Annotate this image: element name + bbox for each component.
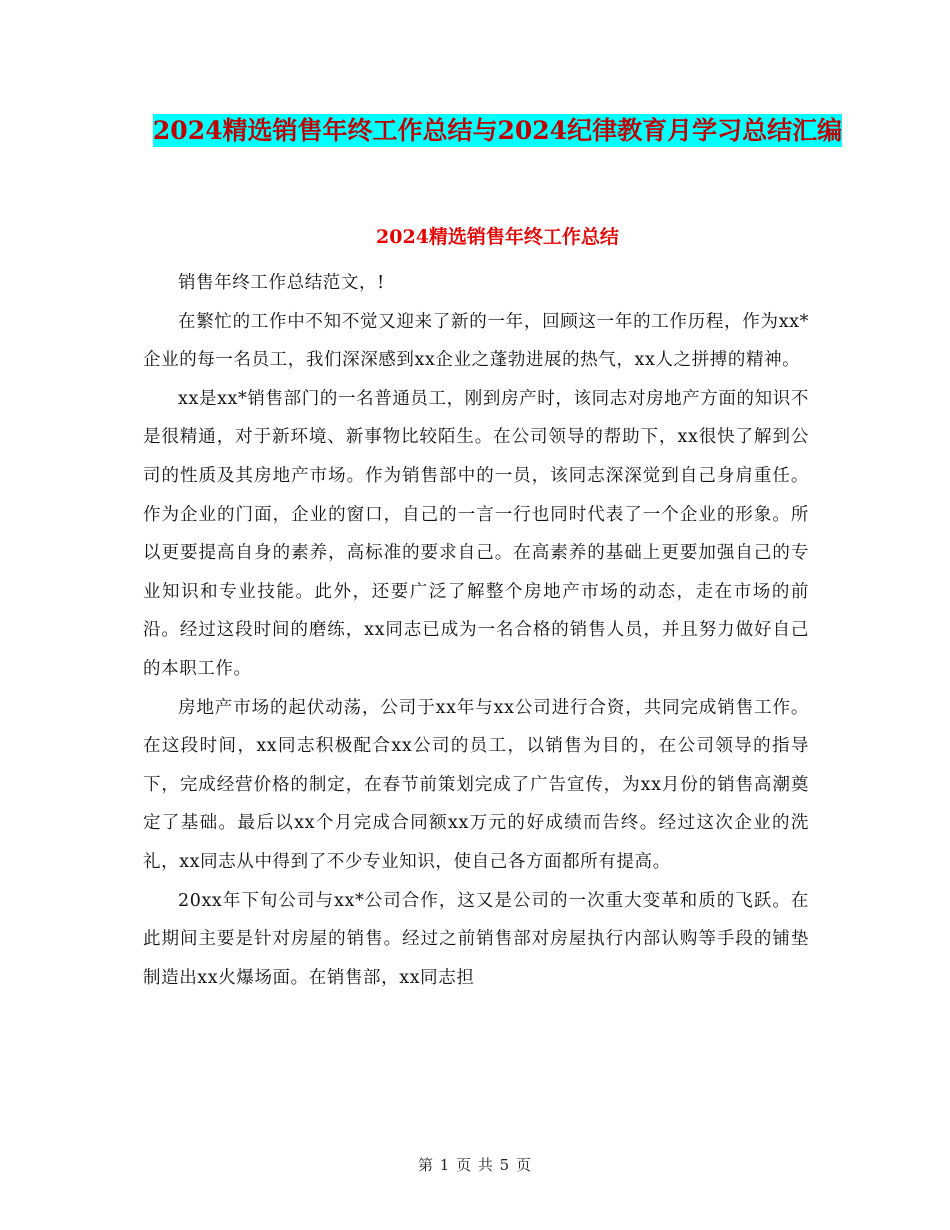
section-heading: 2024精选销售年终工作总结 (376, 226, 619, 248)
body-text (143, 264, 809, 997)
page-footer: 第 1 页 共 5 页 (418, 1156, 532, 1174)
document-title (140, 108, 855, 154)
paragraph: 20xx年下旬公司与xx*公司合作，这又是公司的一次重大变革和质的飞跃。在此期间主要是针对房屋的销售。经过之前销售部对房屋执行内部认购等手段的铺垫制造出xx火爆场面。在销售部，xx同志担 (143, 890, 809, 988)
paragraph: 在繁忙的工作中不知不觉又迎来了新的一年，回顾这一年的工作历程，作为xx*企业的每一名员工，我们深深感到xx企业之蓬勃进展的热气，xx人之拼搏的精神。 (143, 311, 809, 371)
document-title-text: 2024精选销售年终工作总结与2024纪律教育月学习总结汇编 (152, 116, 843, 145)
paragraph: xx是xx*销售部门的一名普通员工，刚到房产时，该同志对房地产方面的知识不是很精通，对于新环境、新事物比较陌生。在公司领导的帮助下，xx很快了解到公司的性质及其房地产市场。作为销售部中的一员，该同志深深觉到自己身肩重任。作为企业的门面，企业的窗口，自己的一言一行也同时代表了一个企业的形象。所以更要提高自身的素养，高标准的要求自己。在高素养的基础上更要加强自己的专业知识和专业技能。此外，还要广泛了解整个房地产市场的动态，走在市场的前沿。经过这段时间的磨练，xx同志已成为一名合格的销售人员，并且努力做好自己的本职工作。 (143, 388, 809, 679)
paragraph: 销售年终工作总结范文，! (178, 273, 385, 293)
paragraph: 房地产市场的起伏动荡，公司于xx年与xx公司进行合资，共同完成销售工作。在这段时间，xx同志积极配合xx公司的员工，以销售为目的，在公司领导的指导下，完成经营价格的制定，在春节前策划完成了广告宣传，为xx月份的销售高潮奠定了基础。最后以xx个月完成合同额xx万元的好成绩而告终。经过这次企业的洗礼，xx同志从中得到了不少专业知识，使自己各方面都所有提高。 (143, 697, 809, 872)
